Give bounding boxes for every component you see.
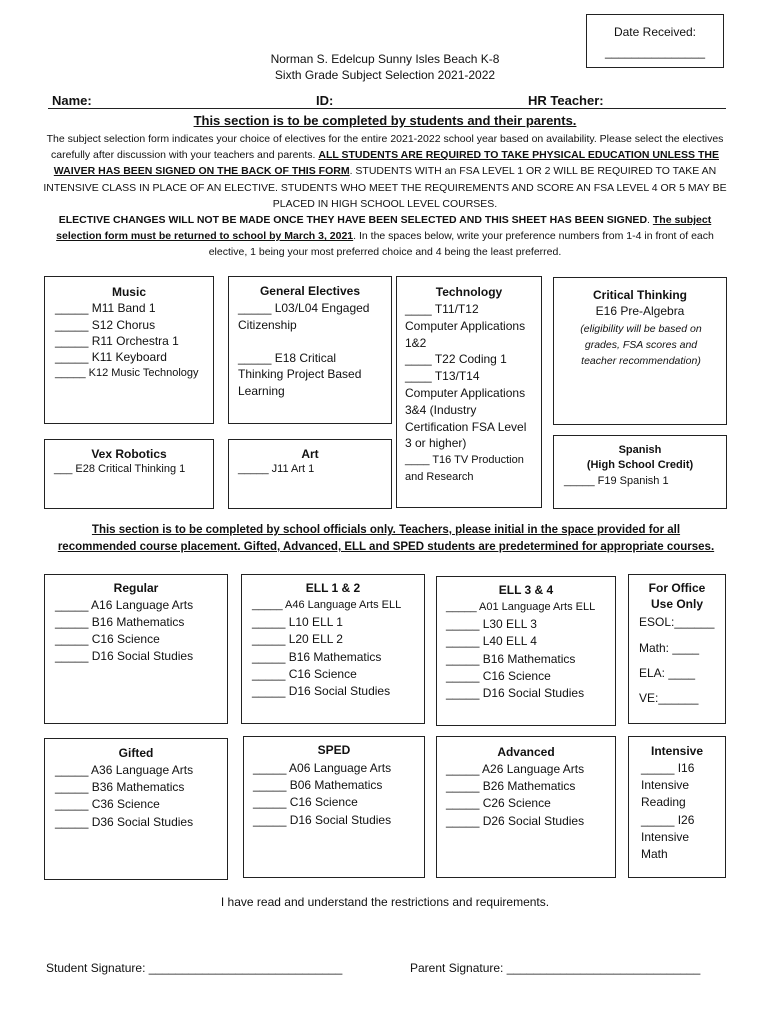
regular-item: _____ C16 Science <box>55 632 160 646</box>
spanish-title: Spanish <box>618 444 662 456</box>
spanish-item[interactable]: _____ F19 Spanish 1 <box>564 475 669 487</box>
ell34-item: _____ A01 Language Arts ELL <box>446 601 596 613</box>
technology-line: and Research <box>405 470 474 483</box>
ell12-box <box>241 574 425 724</box>
intensive-line: Reading <box>641 795 686 810</box>
technology-line: ____ T11/T12 <box>405 302 479 316</box>
regular-item: _____ A16 Language Arts <box>55 598 194 612</box>
ell12-item: _____ D16 Social Studies <box>252 684 391 699</box>
ell12-item: _____ L20 ELL 2 <box>252 632 343 647</box>
advanced-item: _____ C26 Science <box>446 796 551 811</box>
ell34-item: _____ C16 Science <box>446 668 551 683</box>
hr-teacher-field-label: HR Teacher: <box>528 93 604 108</box>
ell12-title: ELL 1 & 2 <box>305 581 361 595</box>
advanced-box <box>436 736 616 878</box>
intensive-line: _____ I16 <box>641 761 695 775</box>
office-ve-field[interactable]: VE:______ <box>639 691 699 705</box>
section1-paragraph: The subject selection form indicates your choice of electives for the entire 2021-2022 school year based on availability. Please select the electives carefully after discussion with your teachers and parents. ALL STUDENTS ARE REQUIRED TO TAKE PHYSICAL EDUCATION UNLESS THE WAIVER HAS BEEN SIGNED ON THE BACK OF THIS FORM. STUDENTS WITH an FSA LEVEL 1 OR 2 WILL BE REQUIRED TO TAKE AN INTENSIVE CLASS IN PLACE OF AN ELECTIVE. STUDENTS WHO MEET THE REQUIREMENTS AND SCORE AN FSA LEVEL 4 OR 5 MAY BE PLACED IN HIGH SCHOOL LEVEL COURSES. ELECTIVE CHANGES WILL NOT BE MADE ONCE THEY HAVE BEEN SELECTED AND THIS SHEET HAS BEEN SIGNED. The subject selection form must be returned to school by March 3, 2021. In the spaces below, write your preference numbers from 1-4 in front of each elective, 1 being your most preferred choice and 4 being the least preferred. <box>43 133 727 259</box>
student-signature-line[interactable]: Student Signature: _____________________________ <box>46 961 343 975</box>
section1-intro: The subject selection form indicates your choice of electives for the entire 2021-2022 school year based on availability. Please select the electives carefully after discussion with your teachers and parents. <box>46 133 724 162</box>
parent-signature-line[interactable]: Parent Signature: _____________________________ <box>410 961 701 975</box>
music-box <box>44 276 214 424</box>
section2-heading: This section is to be completed by school officials only. Teachers, please initial in the space provided for all recommended course placement. Gifted, Advanced, ELL and SPED students are predetermined for appropriate courses. <box>57 524 715 553</box>
office-use-title: For Office <box>648 581 706 595</box>
music-item[interactable]: _____ S12 Chorus <box>55 318 156 332</box>
intensive-line: _____ I26 <box>641 812 695 827</box>
gifted-box <box>44 738 228 880</box>
art-item[interactable]: _____ J11 Art 1 <box>238 463 315 475</box>
gifted-item: _____ B36 Mathematics <box>55 780 185 795</box>
regular-box <box>44 574 228 724</box>
ell34-item: _____ L30 ELL 3 <box>446 617 537 632</box>
technology-box <box>396 276 542 508</box>
office-use-title2: Use Only <box>650 597 704 611</box>
ell34-item: _____ B16 Mathematics <box>446 651 576 666</box>
sped-item: _____ A06 Language Arts <box>253 761 392 775</box>
technology-line: Computer Applications <box>405 385 526 400</box>
technology-line: 3&4 (Industry <box>405 402 477 417</box>
ell34-title: ELL 3 & 4 <box>498 583 554 597</box>
date-received-blank[interactable]: _______________ <box>604 45 706 59</box>
technology-line: Computer Applications <box>405 318 526 333</box>
advanced-item: _____ A26 Language Arts <box>446 762 585 776</box>
ell12-item: _____ B16 Mathematics <box>252 649 382 664</box>
regular-item: _____ B16 Mathematics <box>55 615 185 629</box>
spanish-box <box>553 435 727 509</box>
technology-list[interactable] <box>405 301 526 486</box>
music-item[interactable]: _____ K12 Music Technology <box>55 367 199 379</box>
advanced-item: _____ D26 Social Studies <box>446 813 585 828</box>
sped-title: SPED <box>317 743 351 757</box>
general-electives-line <box>238 333 369 350</box>
vex-robotics-box <box>44 439 214 509</box>
ell34-item: _____ D16 Social Studies <box>446 686 585 701</box>
ell12-item: _____ L10 ELL 1 <box>252 615 343 630</box>
intensive-line: Intensive <box>641 829 690 844</box>
intensive-title: Intensive <box>650 744 704 758</box>
gifted-item: _____ C36 Science <box>55 797 160 812</box>
school-name: Norman S. Edelcup Sunny Isles Beach K-8 <box>270 52 500 66</box>
music-item[interactable]: _____ K11 Keyboard <box>55 350 167 364</box>
general-electives-line: Learning <box>238 383 285 398</box>
preference-instructions: . In the spaces below, write your preference numbers from 1-4 in front of each elective, 1 being your most preferred choice and 4 being the least preferred. <box>208 230 714 259</box>
ell12-item: _____ A46 Language Arts ELL <box>252 599 402 611</box>
general-electives-list[interactable] <box>238 300 369 399</box>
advanced-title: Advanced <box>497 745 555 759</box>
sped-box <box>243 736 425 878</box>
intensive-line: Math <box>641 847 668 862</box>
gifted-list[interactable] <box>55 762 193 831</box>
general-electives-title: General Electives <box>259 284 361 298</box>
ell12-item: _____ C16 Science <box>252 666 357 681</box>
critical-thinking-note: (eligibility will be based on grades, FSA scores and teacher recommendation) <box>580 323 702 367</box>
sped-item: _____ D16 Social Studies <box>253 812 392 827</box>
sped-item: _____ C16 Science <box>253 795 358 810</box>
advanced-item: _____ B26 Mathematics <box>446 779 576 794</box>
general-electives-line: Citizenship <box>238 317 297 332</box>
technology-line: 1&2 <box>405 335 427 350</box>
general-electives-line: Thinking Project Based <box>238 367 362 381</box>
spanish-subtitle: (High School Credit) <box>586 459 694 471</box>
acknowledgement-text: I have read and understand the restrictions and requirements. <box>220 895 550 909</box>
elective-change-notice: ELECTIVE CHANGES WILL NOT BE MADE ONCE THEY HAVE BEEN SELECTED AND THIS SHEET HAS BEEN SIGNED <box>58 214 648 227</box>
gifted-item: _____ A36 Language Arts <box>55 763 194 777</box>
ell34-list[interactable] <box>446 599 595 702</box>
technology-line: ____ T13/T14 <box>405 369 480 384</box>
pe-requirement: ALL STUDENTS ARE REQUIRED TO TAKE PHYSICAL EDUCATION UNLESS THE WAIVER HAS BEEN SIGNED ON THE BACK OF THIS FORM <box>53 149 719 178</box>
music-item[interactable]: _____ M11 Band 1 <box>55 301 156 315</box>
office-math-field[interactable]: Math: ____ <box>639 641 700 655</box>
intensive-box <box>628 736 726 878</box>
regular-item: _____ D16 Social Studies <box>55 649 194 663</box>
ell34-box <box>436 576 616 726</box>
ell34-item: _____ L40 ELL 4 <box>446 634 537 649</box>
gifted-title: Gifted <box>118 746 154 760</box>
critical-thinking-box <box>553 277 727 425</box>
office-use-box <box>628 574 726 724</box>
technology-line: ____ T16 TV Production <box>405 454 524 467</box>
intensive-line: Intensive <box>641 778 690 793</box>
music-title: Music <box>111 285 146 299</box>
office-ela-field[interactable]: ELA: ____ <box>639 666 696 680</box>
return-deadline: The subject selection form must be returned to school by March 3, 2021 <box>56 214 712 243</box>
regular-list[interactable] <box>55 597 193 665</box>
date-received-label: Date Received: <box>613 25 697 39</box>
section1-heading: This section is to be completed by students and their parents. <box>193 113 577 128</box>
general-electives-line: _____ L03/L04 Engaged <box>238 301 370 315</box>
ell12-list[interactable] <box>252 597 401 700</box>
critical-thinking-title: Critical Thinking <box>592 288 687 302</box>
vex-robotics-item[interactable]: ___ E28 Critical Thinking 1 <box>54 463 186 475</box>
regular-title: Regular <box>113 581 159 595</box>
technology-title: Technology <box>435 285 503 299</box>
technology-line: ____ T22 Coding 1 <box>405 352 507 367</box>
technology-line: Certification FSA Level <box>405 419 527 434</box>
office-esol-field[interactable]: ESOL:______ <box>639 615 715 629</box>
vex-robotics-title: Vex Robotics <box>91 447 167 461</box>
general-electives-box <box>228 276 392 424</box>
art-title: Art <box>301 447 319 461</box>
music-item[interactable]: _____ R11 Orchestra 1 <box>55 334 179 348</box>
art-box <box>228 439 392 509</box>
general-electives-line: _____ E18 Critical <box>238 350 337 365</box>
sped-list[interactable] <box>253 760 391 829</box>
gifted-item: _____ D36 Social Studies <box>55 814 194 829</box>
advanced-list[interactable] <box>446 761 584 830</box>
section1-intensive-note: . STUDENTS WITH an FSA LEVEL 1 OR 2 WILL BE REQUIRED TO TAKE AN INTENSIVE CLASS IN PLACE OF AN ELECTIVE. STUDENTS WHO MEET THE REQUIREMENTS AND SCORE AN FSA LEVEL 4 OR 5 MAY BE PLACED IN HIGH SCHOOL LEVEL COURSES. <box>43 165 727 210</box>
technology-line: 3 or higher) <box>405 436 467 451</box>
intensive-list[interactable] <box>641 760 694 863</box>
fields-underline <box>48 108 726 109</box>
critical-thinking-item[interactable]: E16 Pre-Algebra <box>595 304 685 318</box>
sped-item: _____ B06 Mathematics <box>253 778 383 793</box>
id-field-label: ID: <box>316 93 334 108</box>
form-subtitle: Sixth Grade Subject Selection 2021-2022 <box>274 68 496 82</box>
name-field-label: Name: <box>52 93 92 108</box>
